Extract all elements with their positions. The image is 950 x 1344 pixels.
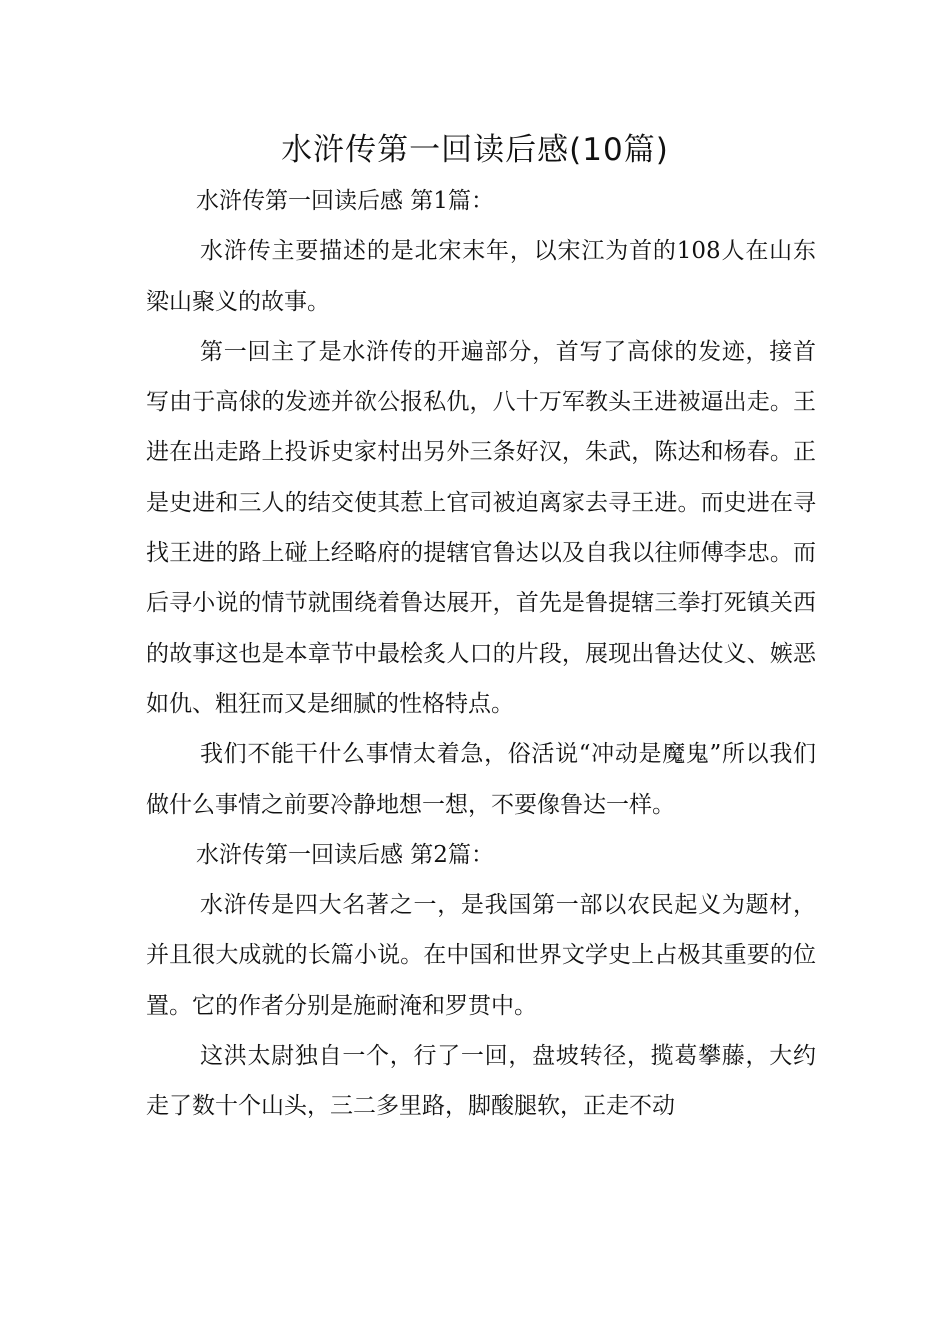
paragraph: 我们不能干什么事情太着急，俗活说“冲动是魔鬼”所以我们做什么事情之前要冷静地想一想，不要像鲁达一样。 — [146, 741, 816, 818]
document-body — [146, 176, 816, 1132]
section-heading: 水浒传第一回读后感 第2篇： — [196, 841, 494, 868]
section-heading: 水浒传第一回读后感 第1篇： — [196, 188, 494, 214]
paragraph: 第一回主了是水浒传的开遍部分，首写了高俅的发迹，接首写由于高俅的发迹并欲公报私仇，八十万军教头王进被逼出走。王进在出走路上投诉史家村出另外三条好汉，朱武，陈达和杨春。正是史进和三人的结交使其惹上官司被迫离家去寻王进。而史进在寻找王进的路上碰上经略府的提辖官鲁达以及自我以往师傅李忠。而后寻小说的情节就围绕着鲁达展开，首先是鲁提辖三拳打死镇关西的故事这也是本章节中最桧炙人口的片段，展现出鲁达仗义、嫉恶如仇、粗狂而又是细腻的性格特点。 — [146, 338, 816, 717]
paragraph: 水浒传主要描述的是北宋末年，以宋江为首的108人在山东梁山聚义的故事。 — [146, 238, 816, 315]
paragraph: 水浒传是四大名著之一，是我国第一部以农民起义为题材，并且很大成就的长篇小说。在中国和世界文学史上占极其重要的位置。它的作者分别是施耐淹和罗贯中。 — [146, 892, 816, 1019]
paragraph: 这洪太尉独自一个，行了一回，盘坡转径，揽葛攀藤，大约走了数十个山头，三二多里路，脚酸腿软，正走不动 — [146, 1043, 816, 1120]
document-title: 水浒传第一回读后感(10篇) — [281, 132, 669, 168]
